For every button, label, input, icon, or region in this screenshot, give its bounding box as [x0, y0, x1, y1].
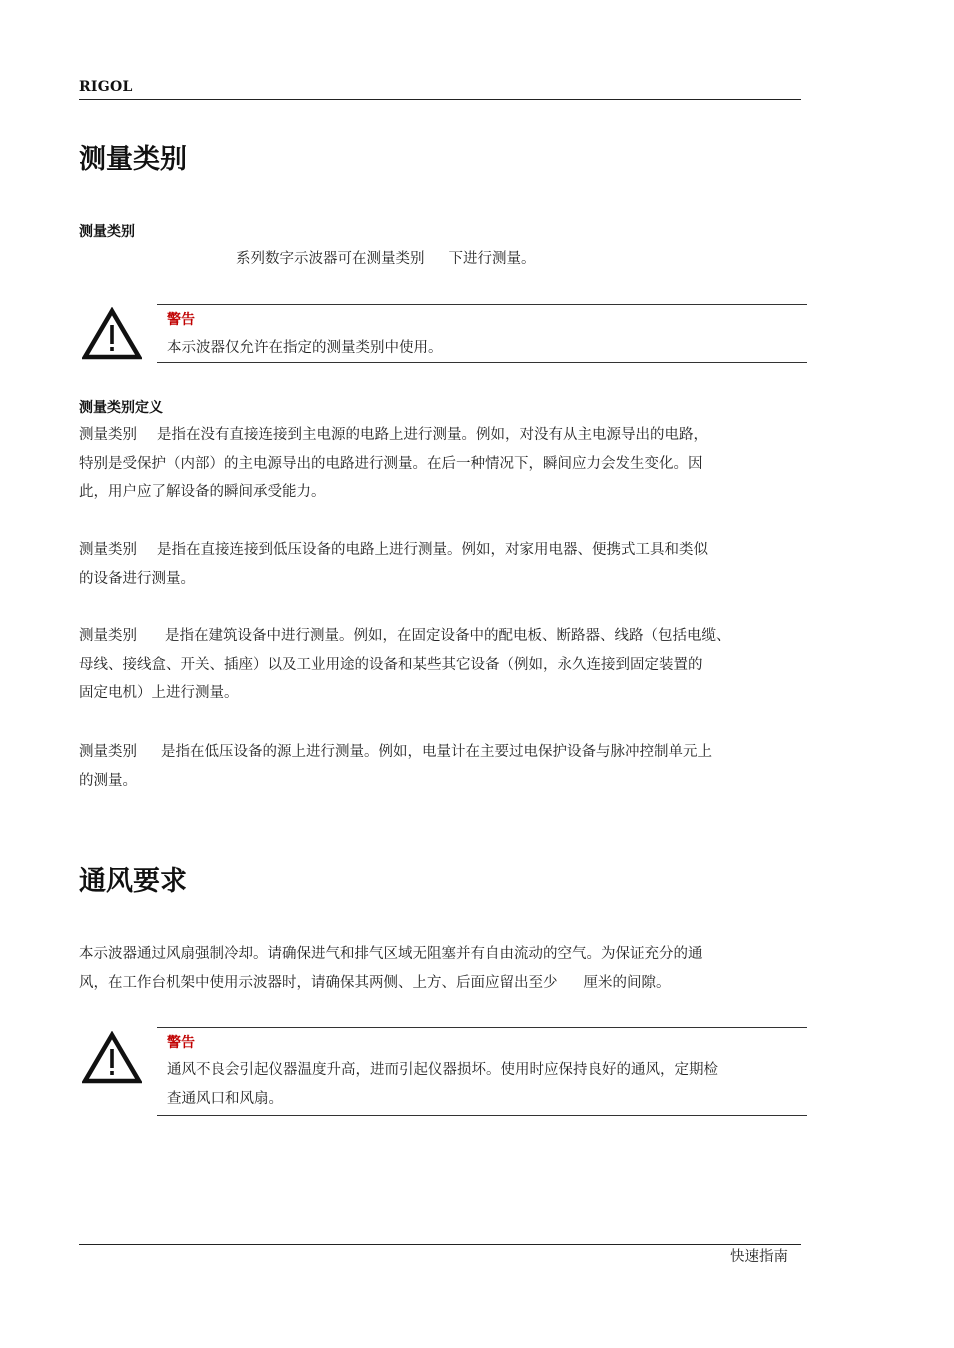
category-3-line-1: 是指在建筑设备中进行测量。例如，在固定设备中的配电板、断路器、线路（包括电缆、: [165, 628, 731, 644]
category-3-lead: 测量类别: [79, 628, 137, 644]
warning-triangle-icon: [82, 1031, 142, 1085]
ventilation-line-2a: 风，在工作台机架中使用示波器时，请确保其两侧、上方、后面应留出至少: [79, 974, 558, 991]
warning2-line-1: 通风不良会引起仪器温度升高，进而引起仪器损坏。使用时应保持良好的通风，定期检: [167, 1062, 718, 1078]
subheading-category-definitions: 测量类别定义: [79, 400, 163, 416]
warning2-title: 警告: [167, 1035, 195, 1051]
category-1-line-2: 特别是受保护（内部）的主电源导出的电路进行测量。在后一种情况下，瞬间应力会发生变化。因: [79, 455, 703, 472]
warning2-top-rule: [157, 1027, 807, 1028]
warning1-title: 警告: [167, 312, 195, 328]
brand-logo-text: RIGOL: [79, 79, 133, 95]
category-3-line-3: 固定电机）上进行测量。: [79, 685, 239, 701]
category-3-paragraph: [79, 622, 801, 708]
warning-triangle-icon: [82, 307, 142, 361]
ventilation-paragraph: [79, 940, 801, 997]
ventilation-line-2b: 厘米的间隙。: [583, 974, 671, 991]
warning2-line-2: 查通风口和风扇。: [167, 1090, 283, 1107]
category-1-line-3: 此，用户应了解设备的瞬间承受能力。: [79, 484, 326, 500]
warning1-bottom-rule: [157, 362, 807, 363]
category-3-line-2: 母线、接线盒、开关、插座）以及工业用途的设备和某些其它设备（例如，永久连接到固定装置的: [79, 656, 703, 673]
category-1-paragraph: [79, 421, 801, 507]
footer-title: 快速指南: [730, 1249, 788, 1265]
footer-rule: [79, 1244, 801, 1245]
category-4-paragraph: [79, 738, 801, 795]
category-4-lead: 测量类别: [79, 744, 137, 760]
category-1-lead: 测量类别: [79, 427, 137, 443]
section-title-measurement-category: 测量类别: [79, 144, 187, 175]
category-2-line-1: 是指在直接连接到低压设备的电路上进行测量。例如，对家用电器、便携式工具和类似: [157, 542, 708, 558]
ventilation-line-1: 本示波器通过风扇强制冷却。请确保进气和排气区域无阻塞并有自由流动的空气。为保证充分的通: [79, 946, 703, 962]
intro-part2: 下进行测量。: [448, 251, 536, 267]
section-title-ventilation: 通风要求: [79, 866, 187, 897]
category-1-line-1: 是指在没有直接连接到主电源的电路上进行测量。例如，对没有从主电源导出的电路，: [157, 427, 708, 443]
category-2-line-2: 的设备进行测量。: [79, 570, 195, 587]
category-4-line-2: 的测量。: [79, 772, 137, 789]
intro-part1: 系列数字示波器可在测量类别: [236, 251, 425, 267]
category-2-paragraph: [79, 536, 801, 593]
header-rule: [79, 99, 801, 100]
warning1-text: 本示波器仅允许在指定的测量类别中使用。: [167, 340, 443, 356]
category-2-lead: 测量类别: [79, 542, 137, 558]
category-4-line-1: 是指在低压设备的源上进行测量。例如，电量计在主要过电保护设备与脉冲控制单元上: [161, 744, 712, 760]
warning2-bottom-rule: [157, 1115, 807, 1116]
warning1-top-rule: [157, 304, 807, 305]
subheading-measurement-category: 测量类别: [79, 224, 135, 240]
intro-paragraph: [236, 245, 536, 274]
warning2-text: [167, 1056, 803, 1113]
